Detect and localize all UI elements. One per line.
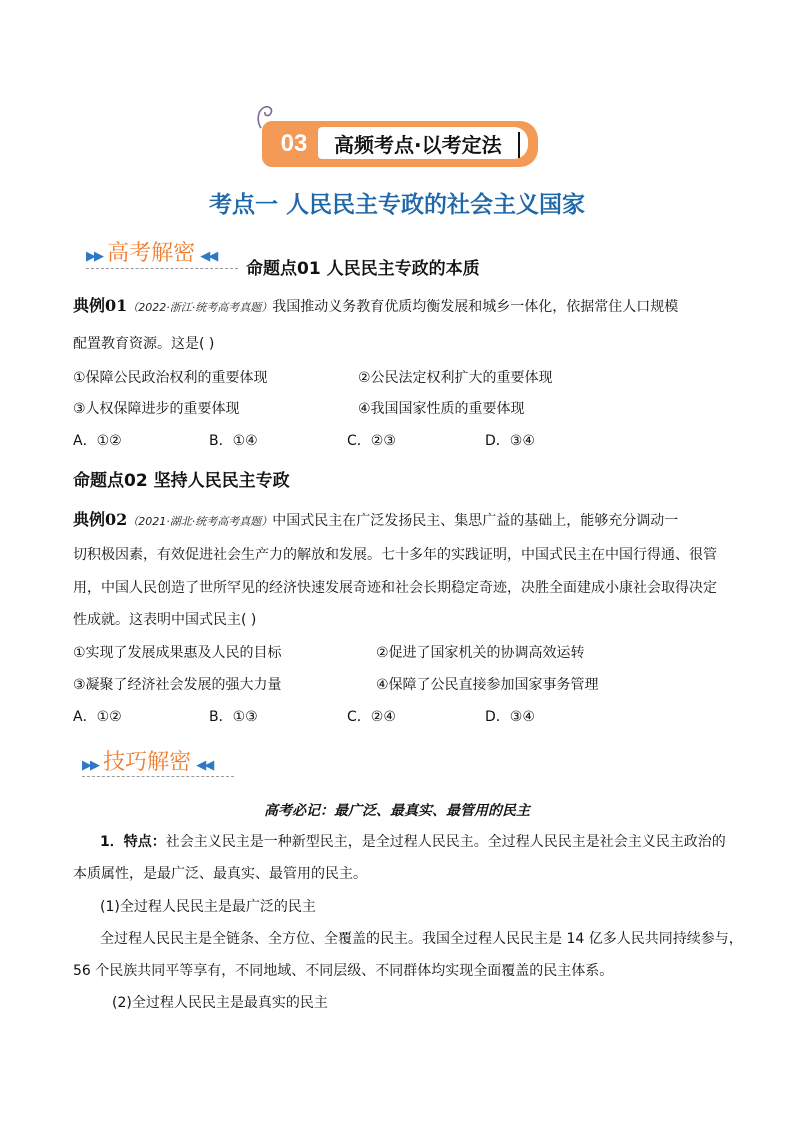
option-statement: ①实现了发展成果惠及人民的目标 bbox=[73, 645, 282, 661]
option-statement: ②公民法定权利扩大的重要体现 bbox=[358, 370, 553, 386]
double-arrow-left-icon: ◀◀ bbox=[200, 249, 217, 264]
subsection-title: (2)全过程人民民主是最真实的民主 bbox=[112, 995, 328, 1011]
example-label: 典例01 bbox=[73, 296, 128, 315]
answer-choice: D．③④ bbox=[485, 709, 535, 725]
paragraph-text: 本质属性，是最广泛、最真实、最管用的民主。 bbox=[73, 866, 367, 882]
section-label: 高考解密 bbox=[107, 241, 196, 266]
paragraph-text: 社会主义民主是一种新型民主，是全过程人民民主。全过程人民民主是社会主义民主政治的 bbox=[165, 834, 726, 850]
tips-heading: 高考必记：最广泛、最真实、最管用的民主 bbox=[264, 803, 530, 819]
option-statement: ②促进了国家机关的协调高效运转 bbox=[376, 645, 585, 661]
question-text: 我国推动义务教育优质均衡发展和城乡一体化，依据常住人口规模 bbox=[272, 299, 679, 315]
answer-choice: D．③④ bbox=[485, 433, 535, 449]
answer-choice: A．①② bbox=[73, 433, 122, 449]
point-title: 命题点02 坚持人民民主专政 bbox=[73, 471, 290, 491]
option-statement: ③人权保障进步的重要体现 bbox=[73, 401, 240, 417]
example-label: 典例02 bbox=[73, 510, 128, 529]
paragraph-lead: 1．特点： bbox=[100, 834, 166, 850]
banner-number: 03 bbox=[280, 130, 308, 157]
page-title: 考点一 人民民主专政的社会主义国家 bbox=[208, 192, 585, 218]
option-statement: ④保障了公民直接参加国家事务管理 bbox=[376, 677, 599, 693]
point-title: 命题点01 人民民主专政的本质 bbox=[246, 259, 480, 279]
option-statement: ④我国国家性质的重要体现 bbox=[358, 401, 525, 417]
answer-choice: B．①③ bbox=[209, 709, 258, 725]
option-statement: ①保障公民政治权利的重要体现 bbox=[73, 370, 268, 386]
question-text: 用，中国人民创造了世所罕见的经济快速发展奇迹和社会长期稳定奇迹，决胜全面建成小康社会取得决定 bbox=[73, 580, 717, 596]
answer-choice: C．②③ bbox=[347, 433, 396, 449]
example-source: （2022·浙江·统考高考真题） bbox=[127, 301, 273, 314]
double-arrow-right-icon: ▶▶ bbox=[82, 758, 98, 773]
answer-choice: C．②④ bbox=[347, 709, 396, 725]
question-text: 中国式民主在广泛发扬民主、集思广益的基础上，能够充分调动一 bbox=[272, 513, 679, 529]
tips-paragraph bbox=[100, 832, 726, 852]
question-text: 配置教育资源。这是( ) bbox=[73, 336, 215, 352]
section-header-jiqiao bbox=[82, 745, 212, 775]
example-source: （2021·湖北·统考高考真题） bbox=[127, 515, 273, 528]
double-arrow-right-icon: ▶▶ bbox=[86, 249, 102, 264]
section-header-gaokao bbox=[86, 236, 216, 266]
example-question bbox=[73, 296, 678, 318]
paragraph-text: 56 个民族共同平等享有，不同地域、不同层级、不同群体均实现全面覆盖的民主体系。 bbox=[73, 963, 614, 979]
subsection-title: (1)全过程人民民主是最广泛的民主 bbox=[100, 899, 316, 915]
divider bbox=[86, 268, 238, 269]
answer-choice: A．①② bbox=[73, 709, 122, 725]
paragraph-text: 全过程人民民主是全链条、全方位、全覆盖的民主。我国全过程人民民主是 14 亿多人民共同持续参与， bbox=[100, 931, 743, 947]
example-question bbox=[73, 510, 678, 532]
section-banner bbox=[262, 121, 538, 167]
question-text: 性成就。这表明中国式民主( ) bbox=[73, 612, 257, 628]
text-cursor bbox=[518, 132, 520, 158]
section-label: 技巧解密 bbox=[103, 750, 192, 775]
double-arrow-left-icon: ◀◀ bbox=[196, 758, 213, 773]
question-text: 切积极因素，有效促进社会生产力的解放和发展。七十多年的实践证明，中国式民主在中国行得通、很管 bbox=[73, 547, 717, 563]
option-statement: ③凝聚了经济社会发展的强大力量 bbox=[73, 677, 282, 693]
banner-title: 高频考点·以考定法 bbox=[334, 133, 502, 157]
divider bbox=[82, 776, 234, 777]
answer-choice: B．①④ bbox=[209, 433, 258, 449]
